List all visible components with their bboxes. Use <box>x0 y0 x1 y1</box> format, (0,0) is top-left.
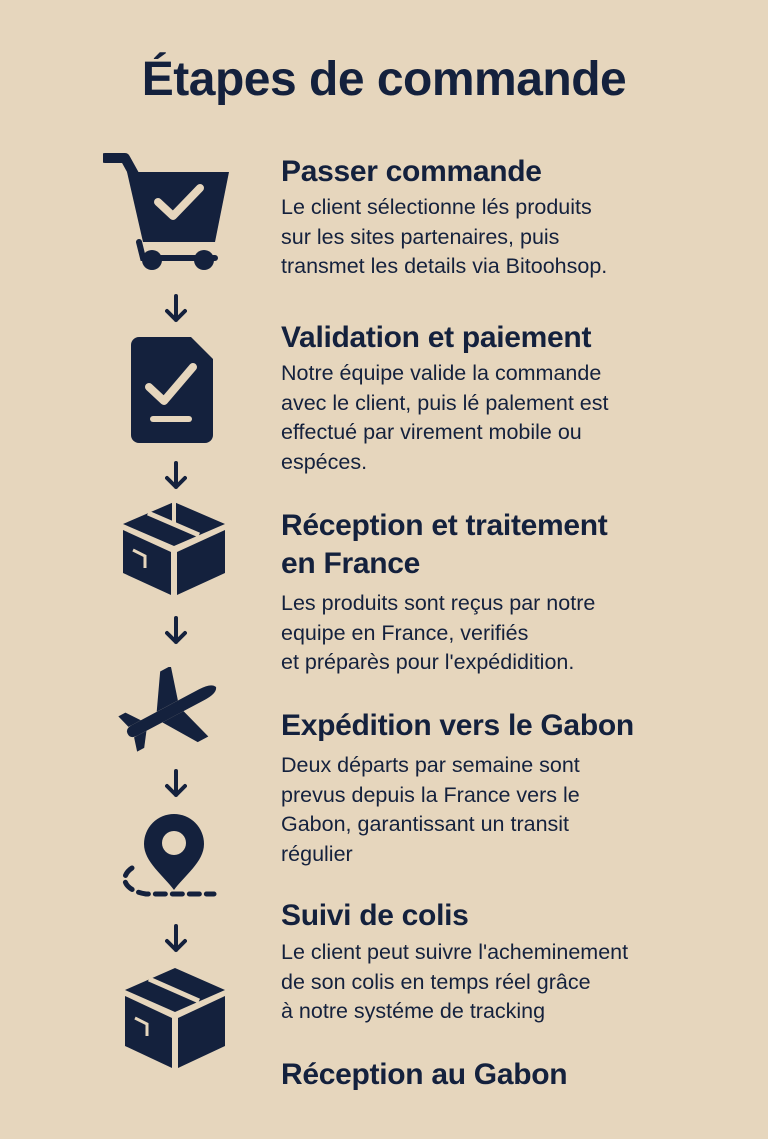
step-description <box>281 359 751 477</box>
description-line: effectué par virement mobile ou <box>281 420 582 444</box>
step-3 <box>281 507 751 678</box>
step-description <box>281 589 751 678</box>
description-line: à notre systéme de tracking <box>281 999 546 1023</box>
step-title: Suivi de colis <box>281 899 469 932</box>
description-line: prevus depuis la France vers le <box>281 782 580 807</box>
title-line: Réception et traitement <box>281 509 608 542</box>
step-description <box>281 938 751 1027</box>
package-box-icon <box>123 966 227 1070</box>
description-line: Notre équipe valide la commande <box>281 361 602 385</box>
description-line: de son colis en temps réel grâce <box>281 969 591 994</box>
step-6 <box>281 1056 751 1094</box>
airplane-icon <box>118 667 224 755</box>
step-description <box>281 751 751 869</box>
step-5 <box>281 897 751 1027</box>
description-line: avec le client, puis lé palement est <box>281 390 609 415</box>
description-line: Le client peut suivre l'acheminement <box>281 940 629 964</box>
step-4 <box>281 707 751 869</box>
step-1 <box>281 153 751 282</box>
step-title: Expédition vers le Gabon <box>281 709 634 742</box>
shopping-cart-check-icon <box>103 150 233 272</box>
page-title: Étapes de commande <box>141 53 627 106</box>
map-pin-route-icon <box>118 810 218 902</box>
step-description <box>281 193 751 282</box>
arrow-down-icon <box>165 294 187 324</box>
package-box-icon <box>121 500 227 596</box>
description-line: régulier <box>281 841 353 866</box>
step-2 <box>281 319 751 477</box>
step-title: Passer commande <box>281 155 542 188</box>
description-line: sur les sites partenaires, puis <box>281 224 560 249</box>
description-line: et préparès pour l'expédidition. <box>281 650 575 674</box>
step-title: Validation et paiement <box>281 321 592 354</box>
arrow-down-icon <box>165 769 187 799</box>
step-title: Réception au Gabon <box>281 1058 568 1091</box>
arrow-down-icon <box>165 924 187 954</box>
description-line: transmet les details via Bitoohsop. <box>281 254 608 278</box>
title-line: en France <box>281 547 421 580</box>
step-title <box>281 507 751 583</box>
description-line: Les produits sont reçus par notre <box>281 591 596 615</box>
clipboard-check-icon <box>131 337 213 443</box>
description-line: espéces. <box>281 449 368 474</box>
description-line: Gabon, garantissant un transit <box>281 812 570 836</box>
description-line: equipe en France, verifiés <box>281 620 529 645</box>
arrow-down-icon <box>165 616 187 646</box>
arrow-down-icon <box>165 461 187 491</box>
description-line: Deux départs par semaine sont <box>281 753 580 777</box>
description-line: Le client sélectionne lés produits <box>281 195 592 219</box>
